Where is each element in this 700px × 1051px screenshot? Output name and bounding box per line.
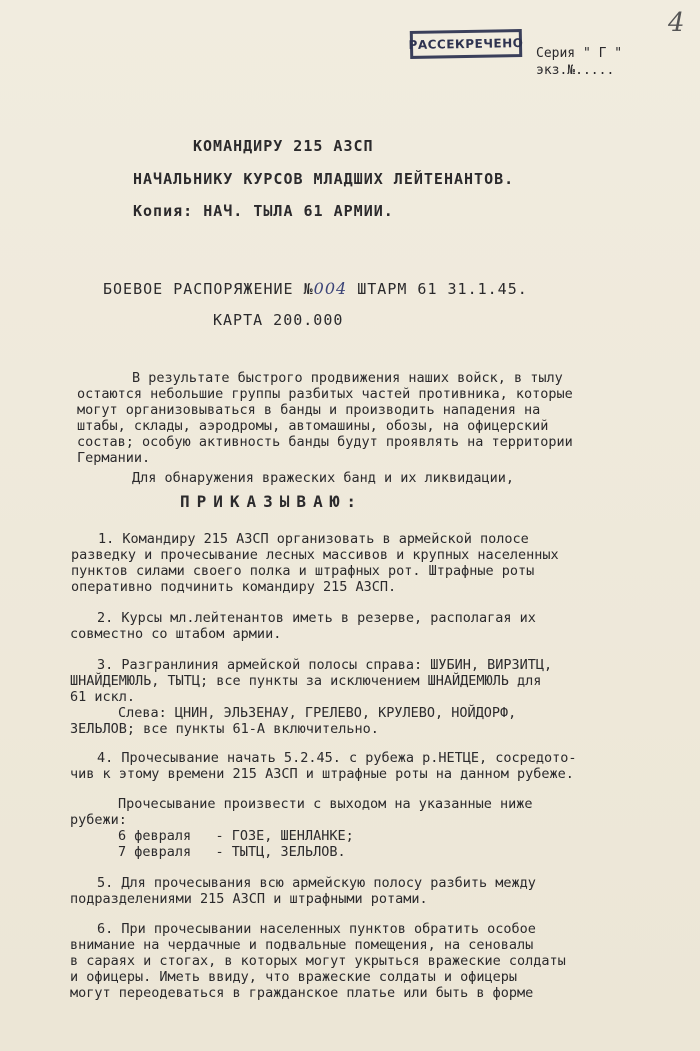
body-line: в сараях и стогах, в которых могут укрыться вражеские солдаты bbox=[70, 953, 566, 969]
body-line: подразделениями 215 АЗСП и штрафными ротами. bbox=[70, 891, 428, 907]
body-line: разведку и прочесывание лесных массивов и крупных населенных bbox=[71, 547, 559, 563]
copy-number-line: экз.№..... bbox=[536, 63, 615, 78]
body-line: совместно со штабом армии. bbox=[70, 626, 282, 642]
addressee-2: НАЧАЛЬНИКУ КУРСОВ МЛАДШИХ ЛЕЙТЕНАНТОВ. bbox=[133, 170, 515, 188]
body-line: остаются небольшие группы разбитых частей противника, которые bbox=[77, 386, 573, 402]
body-line: ШНАЙДЕМЮЛЬ, ТЫТЦ; все пункты за исключением ШНАЙДЕМЮЛЬ для bbox=[70, 673, 542, 689]
body-line: штабы, склады, аэродромы, автомашины, обозы, на офицерский bbox=[77, 418, 549, 434]
copy-addressee: Копия: НАЧ. ТЫЛА 61 АРМИИ. bbox=[133, 202, 394, 220]
series-line: Серия " Г " bbox=[536, 46, 623, 61]
order-title-prefix: БОЕВОЕ РАСПОРЯЖЕНИЕ № bbox=[103, 280, 314, 298]
body-line: В результате быстрого продвижения наших войск, в тылу bbox=[132, 370, 563, 386]
schedule-line: 7 февраля - ТЫТЦ, ЗЕЛЬЛОВ. bbox=[118, 844, 346, 860]
map-reference: КАРТА 200.000 bbox=[213, 311, 344, 329]
page-number: 4 bbox=[668, 8, 685, 38]
command-heading: ПРИКАЗЫВАЮ: bbox=[180, 492, 363, 511]
body-line: 4. Прочесывание начать 5.2.45. с рубежа р.НЕТЦЕ, сосредото- bbox=[97, 750, 577, 766]
body-line: 2. Курсы мл.лейтенантов иметь в резерве, располагая их bbox=[97, 610, 536, 626]
body-line: пунктов силами своего полка и штрафных рот. Штрафные роты bbox=[71, 563, 535, 579]
body-line: 61 искл. bbox=[70, 689, 136, 705]
body-line: Германии. bbox=[77, 450, 151, 466]
body-line: и офицеры. Иметь ввиду, что вражеские солдаты и офицеры bbox=[70, 969, 518, 985]
series-block bbox=[536, 45, 622, 79]
body-line: рубежи: bbox=[70, 812, 127, 828]
body-line: 3. Разгранлиния армейской полосы справа: ШУБИН, ВИРЗИТЦ, bbox=[97, 657, 553, 673]
body-line: внимание на чердачные и подвальные помещения, на сеновалы bbox=[70, 937, 534, 953]
order-title-suffix: ШТАРМ 61 31.1.45. bbox=[347, 280, 528, 298]
body-line: оперативно подчинить командиру 215 АЗСП. bbox=[71, 579, 397, 595]
order-title bbox=[103, 281, 528, 297]
body-line: могут переодеваться в гражданское платье или быть в форме bbox=[70, 985, 534, 1001]
body-line: 5. Для прочесывания всю армейскую полосу разбить между bbox=[97, 875, 536, 891]
body-line: 6. При прочесывании населенных пунктов обратить особое bbox=[97, 921, 536, 937]
order-number-handwritten: 004 bbox=[313, 279, 348, 298]
declassified-stamp: РАССЕКРЕЧЕНО bbox=[410, 29, 522, 59]
body-line: чив к этому времени 215 АЗСП и штрафные роты на данном рубеже. bbox=[70, 766, 574, 782]
body-line: могут организовываться в банды и производить нападения на bbox=[77, 402, 541, 418]
body-line: Слева: ЦНИН, ЭЛЬЗЕНАУ, ГРЕЛЕВО, КРУЛЕВО, НОЙДОРФ, bbox=[118, 705, 517, 721]
body-line: Для обнаружения вражеских банд и их ликвидации, bbox=[132, 470, 515, 486]
body-line: Прочесывание произвести с выходом на указанные ниже bbox=[118, 796, 533, 812]
body-line: 1. Командиру 215 АЗСП организовать в армейской полосе bbox=[98, 531, 529, 547]
body-line: ЗЕЛЬЛОВ; все пункты 61-А включительно. bbox=[70, 721, 379, 737]
schedule-line: 6 февраля - ГОЗЕ, ШЕНЛАНКЕ; bbox=[118, 828, 354, 844]
body-line: состав; особую активность банды будут проявлять на территории bbox=[77, 434, 573, 450]
addressee-1: КОМАНДИРУ 215 АЗСП bbox=[193, 137, 374, 155]
